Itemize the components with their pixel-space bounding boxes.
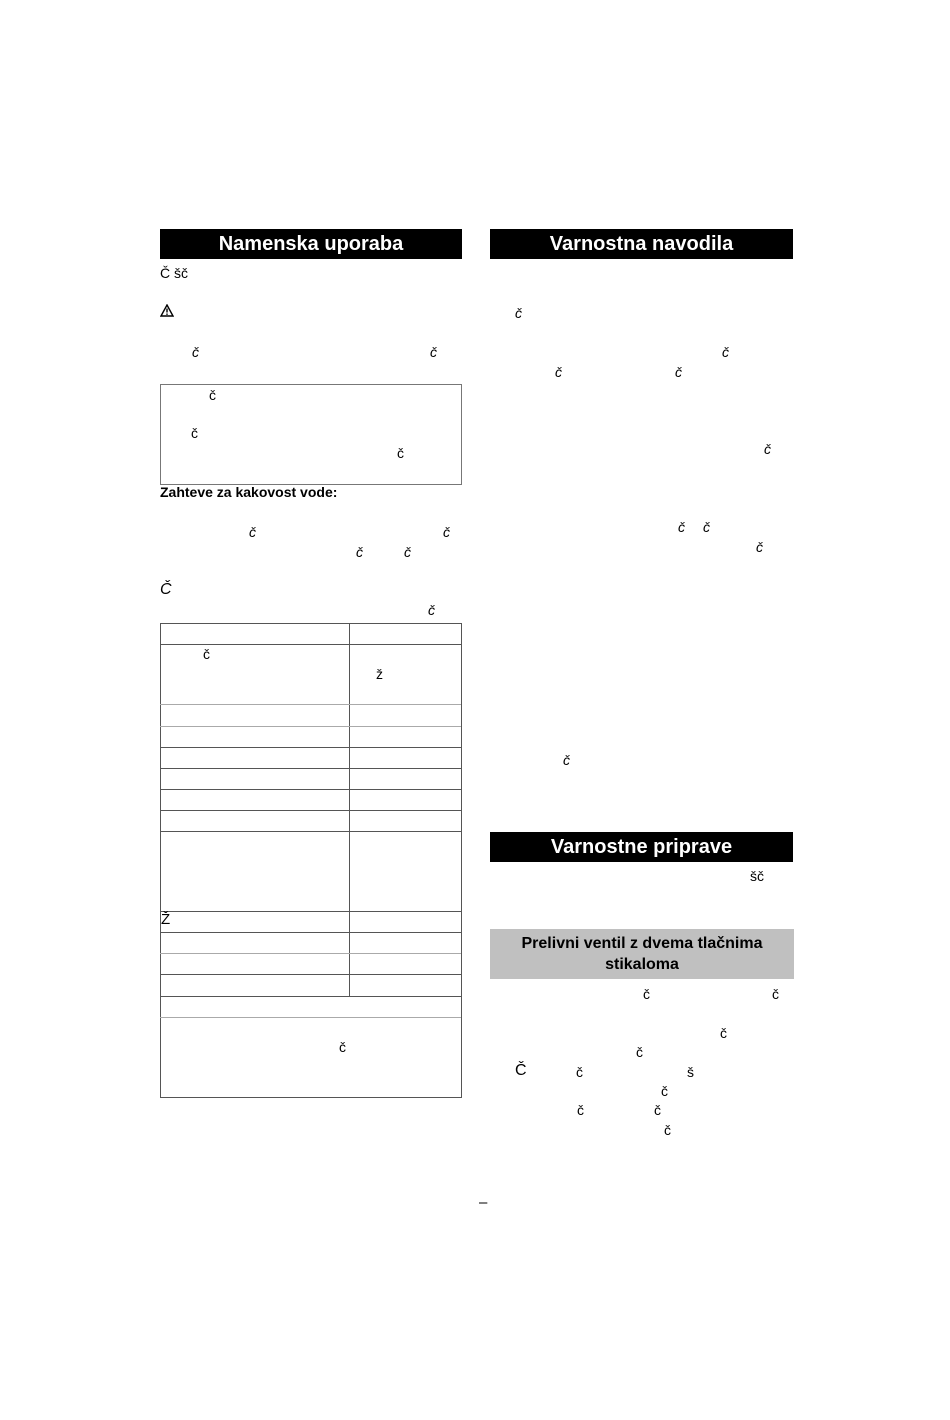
- table-row-divider: [160, 644, 461, 645]
- water-quality-heading: Zahteve za kakovost vode:: [160, 484, 338, 500]
- sub-char: č: [576, 1064, 583, 1080]
- page-number: –: [479, 1194, 488, 1211]
- right-char: č: [555, 364, 562, 380]
- right-char: č: [675, 364, 682, 380]
- table-row-divider: [160, 810, 461, 811]
- table-row-divider: [160, 996, 461, 997]
- right-char: č: [764, 441, 771, 457]
- table-row-divider: [160, 704, 461, 705]
- sub-char: č: [636, 1044, 643, 1060]
- right-char: č: [756, 539, 763, 555]
- para3-char-2: č: [428, 602, 435, 618]
- sub-char: č: [643, 986, 650, 1002]
- section3-text: šč: [750, 868, 764, 884]
- section-title-varnostna-navodila: Varnostna navodila: [490, 229, 793, 259]
- table-row-divider: [160, 768, 461, 769]
- table-row-divider: [160, 789, 461, 790]
- note-char-3: č: [397, 445, 404, 461]
- table-cell-char: ž: [376, 666, 383, 682]
- para2-char-1: č: [249, 524, 256, 540]
- note-char-2: č: [191, 425, 198, 441]
- table-cell-char: Ž: [161, 911, 171, 928]
- table-cell-char: č: [339, 1039, 346, 1055]
- sub-char: č: [661, 1083, 668, 1099]
- sub-char: č: [654, 1102, 661, 1118]
- water-quality-table: [160, 623, 462, 1098]
- sub-char: Č: [515, 1062, 527, 1079]
- note-box: [160, 384, 462, 485]
- sub-char: č: [577, 1102, 584, 1118]
- table-row-divider: [160, 747, 461, 748]
- table-row-divider: [160, 1017, 461, 1018]
- right-char: č: [722, 344, 729, 360]
- right-char: č: [515, 305, 522, 321]
- table-row-divider: [160, 974, 461, 975]
- section-title-varnostne-priprave: Varnostne priprave: [490, 832, 793, 862]
- para3-char-1: Č: [160, 581, 172, 598]
- para1-char-1: č: [192, 344, 199, 360]
- subsection-title-prelivni-ventil: Prelivni ventil z dvema tlačnima stikaloma: [490, 929, 794, 979]
- table-row-divider: [160, 726, 461, 727]
- section-title-namenska-uporaba: Namenska uporaba: [160, 229, 462, 259]
- intro-text: Č šč: [160, 265, 188, 281]
- table-row-divider: [160, 911, 461, 912]
- sub-char: č: [772, 986, 779, 1002]
- table-cell-char: č: [203, 646, 210, 662]
- para1-char-2: č: [430, 344, 437, 360]
- warning-triangle-icon: [160, 304, 174, 317]
- table-row-divider: [160, 932, 461, 933]
- para2-char-2: č: [443, 524, 450, 540]
- sub-char: š: [687, 1064, 694, 1080]
- right-char: č: [678, 519, 685, 535]
- right-char: č: [703, 519, 710, 535]
- sub-char: č: [664, 1122, 671, 1138]
- sub-char: č: [720, 1025, 727, 1041]
- table-row-divider: [160, 953, 461, 954]
- para2-char-3: č: [356, 544, 363, 560]
- table-row-divider: [160, 831, 461, 832]
- para2-char-4: č: [404, 544, 411, 560]
- note-char-1: č: [209, 387, 216, 403]
- right-char: č: [563, 752, 570, 768]
